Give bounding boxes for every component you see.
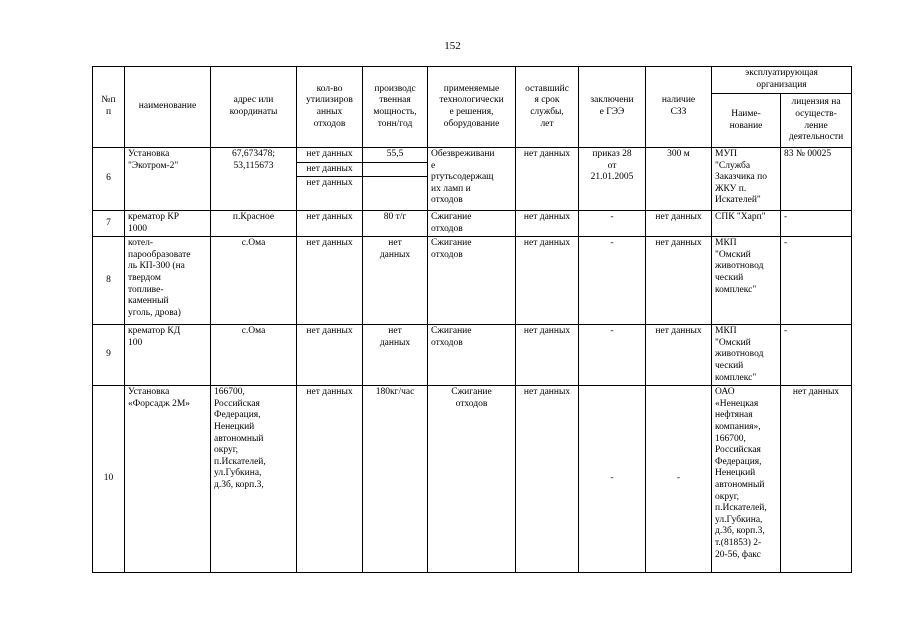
- cell-szz: нет данных: [646, 237, 712, 325]
- cell-name: крематор КР 1000: [125, 211, 211, 237]
- qty-line: нет данных: [297, 148, 362, 162]
- cell-szz: -: [646, 386, 712, 573]
- cell-name: котел- парообразовате ль КП-300 (на твердом топливе- каменный уголь, дрова): [125, 237, 211, 325]
- capacity-value: 55,5: [363, 148, 427, 162]
- cell-num: 7: [93, 211, 125, 237]
- header-license: лицензия на осуществ- ление деятельности: [781, 94, 852, 148]
- cell-license: -: [781, 211, 852, 237]
- cell-life: нет данных: [516, 386, 579, 573]
- cell-address: 166700, Российская Федерация, Ненецкий автономный округ, п.Искателей, ул.Губкина, д.3б, корп.3,: [211, 386, 297, 573]
- cell-capacity: нет данных: [363, 325, 428, 386]
- qty-line: нет данных: [297, 162, 362, 177]
- cell-num: 6: [93, 148, 125, 211]
- qty-line: нет данных: [306, 178, 353, 189]
- cell-qty: нет данных: [297, 386, 363, 573]
- cell-qty: [297, 148, 363, 211]
- cell-address: с.Ома: [211, 325, 297, 386]
- cell-operator: МКП "Омский животновод ческий комплекс": [712, 237, 781, 325]
- capacity-blank: [363, 176, 427, 179]
- header-qty: кол-во утилизиров анных отходов: [297, 67, 363, 148]
- cell-tech: Сжигание отходов: [428, 386, 516, 573]
- header-tech: применяемые технологически е решения, оборудование: [428, 67, 516, 148]
- page-number: 152: [444, 40, 461, 52]
- cell-license: нет данных: [781, 386, 852, 573]
- table-row: [93, 386, 852, 573]
- cell-address: п.Красное: [211, 211, 297, 237]
- cell-tech: Сжигание отходов: [428, 237, 516, 325]
- table-row: [93, 237, 852, 325]
- cell-life: нет данных: [516, 148, 579, 211]
- cell-life: нет данных: [516, 325, 579, 386]
- cell-operator: МКП "Омский животновод ческий комплекс": [712, 325, 781, 386]
- cell-license: 83 № 00025: [781, 148, 852, 211]
- table-row: [93, 325, 852, 386]
- cell-gee: -: [579, 386, 646, 573]
- cell-tech: Сжигание отходов: [428, 325, 516, 386]
- cell-gee: приказ 28 от 21.01.2005: [579, 148, 646, 211]
- header-life: оставшийс я срок службы, лет: [516, 67, 579, 148]
- cell-qty: нет данных: [297, 325, 363, 386]
- cell-num: 10: [93, 386, 125, 573]
- cell-name: крематор КД 100: [125, 325, 211, 386]
- header-operator-name: Наиме- нование: [712, 94, 781, 148]
- header-address: адрес или координаты: [211, 67, 297, 148]
- capacity-blank: [363, 162, 427, 176]
- header-gee: заключени е ГЭЭ: [579, 67, 646, 148]
- header-num: №п п: [93, 67, 125, 148]
- cell-gee: -: [579, 211, 646, 237]
- cell-capacity: 180кг/час: [363, 386, 428, 573]
- cell-num: 8: [93, 237, 125, 325]
- cell-capacity: нет данных: [363, 237, 428, 325]
- table-row: [93, 148, 852, 211]
- cell-szz: 300 м: [646, 148, 712, 211]
- cell-name: Установка «Форсадж 2М»: [125, 386, 211, 573]
- cell-capacity: 80 т/г: [363, 211, 428, 237]
- cell-life: нет данных: [516, 211, 579, 237]
- cell-num: 9: [93, 325, 125, 386]
- header-capacity: производс твенная мощность, тонн/год: [363, 67, 428, 148]
- cell-qty: нет данных: [297, 237, 363, 325]
- cell-szz: нет данных: [646, 211, 712, 237]
- cell-life: нет данных: [516, 237, 579, 325]
- cell-address: с.Ома: [211, 237, 297, 325]
- cell-name: Установка "Экотром-2": [125, 148, 211, 211]
- cell-tech: Сжигание отходов: [428, 211, 516, 237]
- cell-operator: ОАО «Ненецкая нефтяная компания», 166700, Российская Федерация, Ненецкий автономный округ, п.Искателей, ул.Губкина, д.3б, корп.3, т.(81853) 2- 20-56, факс: [712, 386, 781, 573]
- cell-qty: нет данных: [297, 211, 363, 237]
- cell-gee: -: [579, 237, 646, 325]
- cell-operator: СПК "Харп": [712, 211, 781, 237]
- cell-tech: Обезвреживани е ртутьсодержащ их ламп и отходов: [428, 148, 516, 211]
- header-name: наименование: [125, 67, 211, 148]
- cell-license: -: [781, 237, 852, 325]
- cell-address: 67,673478; 53,115673: [211, 148, 297, 211]
- header-szz: наличие СЗЗ: [646, 67, 712, 148]
- cell-operator: МУП "Служба Заказчика по ЖКУ п. Искателей": [712, 148, 781, 211]
- facilities-table: [92, 66, 852, 573]
- cell-gee: -: [579, 325, 646, 386]
- capacity-subtable: [363, 148, 427, 179]
- header-operator-group: эксплуатирующая организация: [712, 67, 852, 94]
- cell-license: -: [781, 325, 852, 386]
- qty-subtable: [297, 148, 362, 191]
- cell-capacity: [363, 148, 428, 211]
- cell-szz: нет данных: [646, 325, 712, 386]
- table-row: [93, 211, 852, 237]
